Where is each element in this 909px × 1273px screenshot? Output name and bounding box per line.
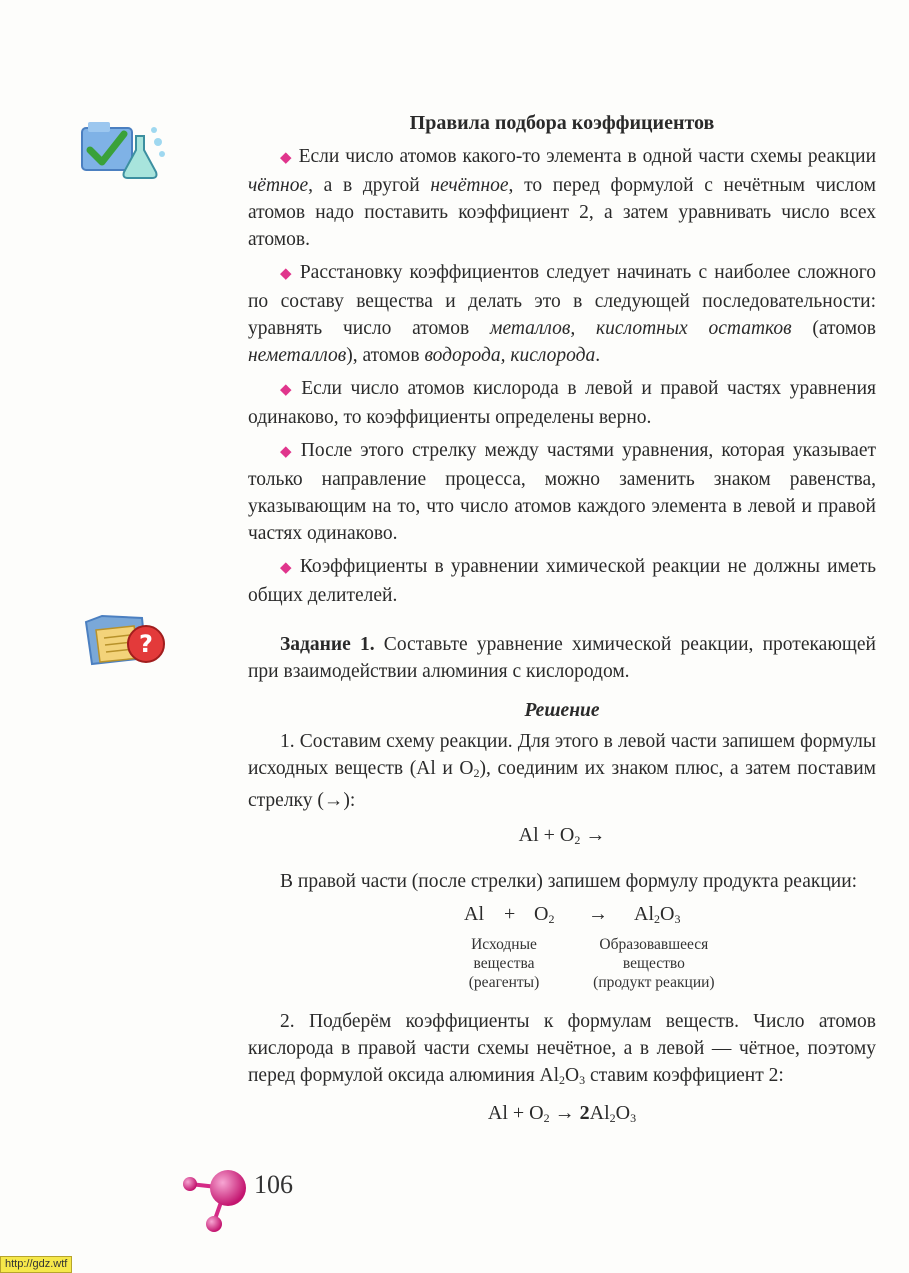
product-caption: Образовавшееся вещество (продукт реакции) xyxy=(593,936,715,991)
molecule-decoration-icon xyxy=(176,1162,256,1242)
site-tag: http://gdz.wtf xyxy=(0,1256,72,1273)
equation-3: $Al + O_2 \to 2Al_2O_3$ xyxy=(487,1102,637,1125)
equation-2: Al + $O_2$ → $Al_2O_3$ xyxy=(464,903,681,926)
rule-paragraph: ◆ После этого стрелку между частями уравнения, которая указывает только направление процесса, можно заменить знаком равенства, указывающим на то, что число атомов каждого элемента в левой и правой частях одинаково. xyxy=(248,440,876,544)
task-label: Задание 1. xyxy=(280,634,375,655)
rule-paragraph: ◆ Расстановку коэффициентов следует начинать с наиболее сложного по составу вещества и делать это в следующей последовательности: уравнять число атомов металлов, кислотных остатков (атомов неметаллов), атомов водорода, кислорода. xyxy=(248,262,876,366)
step2-paragraph: 2. Подберём коэффициенты к формулам веществ. Число атомов кислорода в правой части схемы нечётное, а в левой — чётное, поэтому перед формулой оксида алюминия $Al_2O_3$ ставим коэффициент 2: xyxy=(248,1011,876,1087)
main-text-column xyxy=(248,110,876,1146)
bullet-diamond-icon: ◆ xyxy=(280,444,295,460)
rules-list xyxy=(248,143,876,609)
bullet-diamond-icon: ◆ xyxy=(280,382,296,398)
svg-text:?: ? xyxy=(139,630,153,658)
step1b-paragraph: В правой части (после стрелки) запишем формулу продукта реакции: xyxy=(280,871,858,892)
task-text: Составьте уравнение химической реакции, протекающей при взаимодействии алюминия с кислородом. xyxy=(248,634,876,682)
solution-title: Решение xyxy=(524,700,600,721)
equation-2-captions xyxy=(456,935,876,992)
step1-paragraph: 1. Составим схему реакции. Для этого в левой части запишем формулы исходных веществ (Al и $O_2$), соединим их знаком плюс, а затем поставим стрелку (→): xyxy=(248,731,877,811)
bullet-diamond-icon: ◆ xyxy=(280,266,294,282)
equation-1: $Al + O_2$ → xyxy=(518,824,606,847)
rule-paragraph: ◆ Коэффициенты в уравнении химической реакции не должны иметь общих делителей. xyxy=(248,556,876,606)
rule-paragraph: ◆ Если число атомов кислорода в левой и правой частях уравнения одинаково, то коэффициенты определены верно. xyxy=(248,378,876,428)
bullet-diamond-icon: ◆ xyxy=(280,150,293,166)
question-folder-icon xyxy=(82,608,168,670)
reactants-caption: Исходные вещества (реагенты) xyxy=(468,936,540,991)
task-paragraph xyxy=(248,631,876,685)
page-number: 106 xyxy=(254,1170,293,1199)
bullet-diamond-icon: ◆ xyxy=(280,560,294,576)
section-title: Правила подбора коэффициентов xyxy=(409,112,715,134)
checklist-flask-icon xyxy=(80,116,166,186)
rule-paragraph: ◆ Если число атомов какого-то элемента в одной части схемы реакции чётное, а в другой нечётное, то перед формулой с нечётным числом атомов надо поставить коэффициент 2, а затем уравнивать число всех атомов. xyxy=(248,146,877,250)
